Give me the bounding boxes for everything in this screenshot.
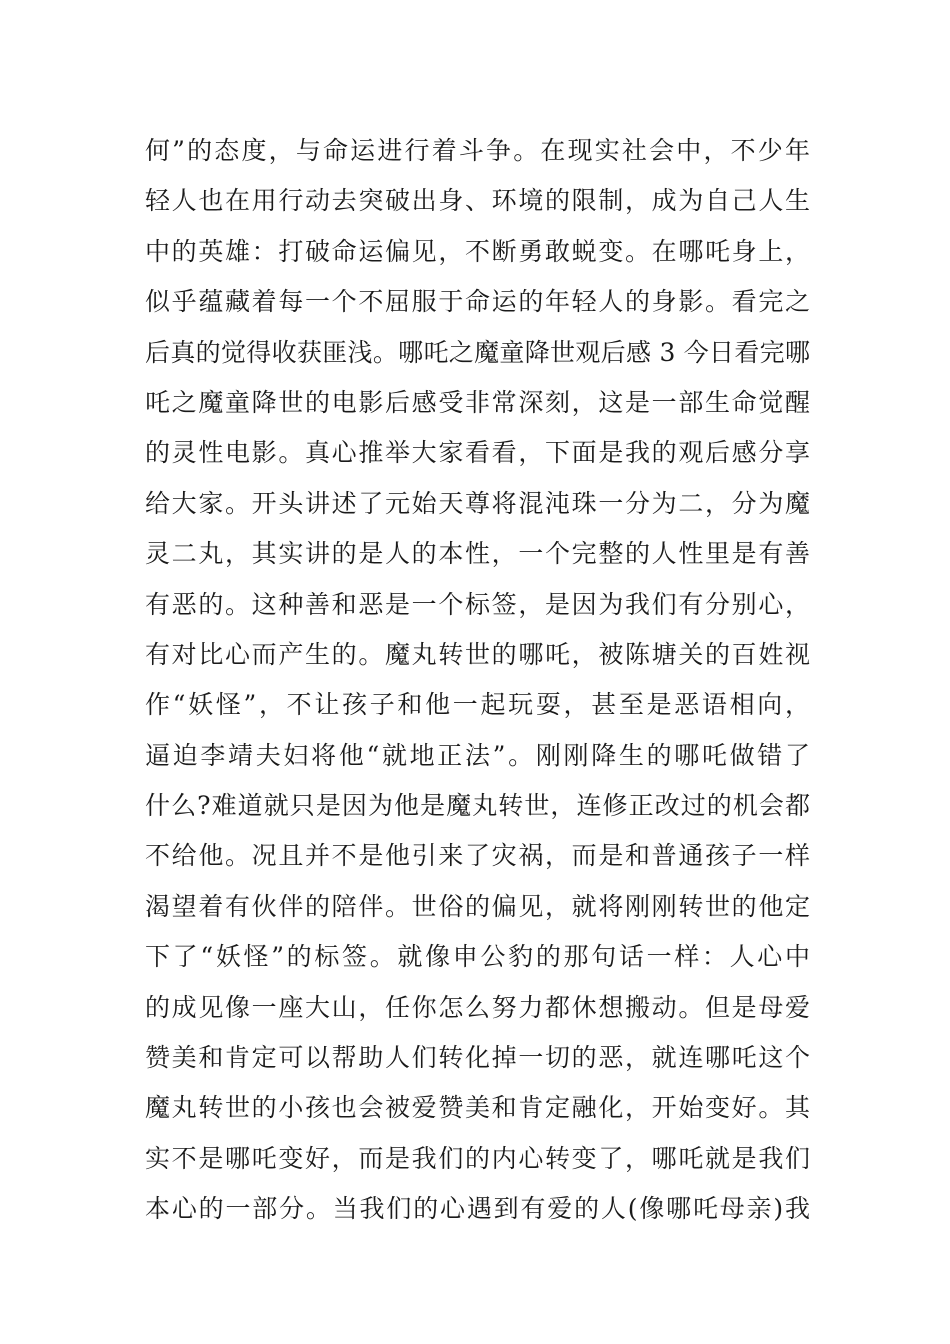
text-line: 赞美和肯定可以帮助人们转化掉一切的恶，就连哪吒这个 bbox=[145, 1043, 810, 1073]
text-line: 给大家。开头讲述了元始天尊将混沌珠一分为二，分为魔 bbox=[145, 488, 810, 518]
text-line: 的成见像一座大山，任你怎么努力都休想搬动。但是母爱 bbox=[145, 992, 810, 1022]
text-line: 有恶的。这种善和恶是一个标签，是因为我们有分别心， bbox=[145, 589, 810, 619]
text-line: 何”的态度，与命运进行着斗争。在现实社会中，不少年 bbox=[145, 136, 810, 165]
text-line: 轻人也在用行动去突破出身、环境的限制，成为自己人生 bbox=[145, 186, 810, 216]
text-line: 有对比心而产生的。魔丸转世的哪吒，被陈塘关的百姓视 bbox=[145, 639, 810, 669]
text-line: 似乎蕴藏着每一个不屈服于命运的年轻人的身影。看完之 bbox=[145, 287, 810, 317]
text-line: 本心的一部分。当我们的心遇到有爱的人(像哪吒母亲)我 bbox=[145, 1194, 810, 1224]
text-line: 实不是哪吒变好，而是我们的内心转变了，哪吒就是我们 bbox=[145, 1143, 810, 1173]
text-line: 下了“妖怪”的标签。就像申公豹的那句话一样：人心中 bbox=[145, 942, 810, 972]
text-line: 什么?难道就只是因为他是魔丸转世，连修正改过的机会都 bbox=[145, 791, 810, 821]
text-line: 后真的觉得收获匪浅。哪吒之魔童降世观后感 3 今日看完哪 bbox=[145, 337, 810, 367]
text-line: 中的英雄：打破命运偏见，不断勇敢蜕变。在哪吒身上， bbox=[145, 236, 810, 266]
text-line: 魔丸转世的小孩也会被爱赞美和肯定融化，开始变好。其 bbox=[145, 1093, 810, 1123]
text-line: 吒之魔童降世的电影后感受非常深刻，这是一部生命觉醒 bbox=[145, 387, 810, 417]
body-text bbox=[145, 126, 810, 1235]
text-line: 逼迫李靖夫妇将他“就地正法”。刚刚降生的哪吒做错了 bbox=[145, 740, 810, 770]
text-line: 渴望着有伙伴的陪伴。世俗的偏见，就将刚刚转世的他定 bbox=[145, 891, 810, 921]
text-line: 作“妖怪”，不让孩子和他一起玩耍，甚至是恶语相向， bbox=[145, 690, 810, 720]
text-line: 灵二丸，其实讲的是人的本性，一个完整的人性里是有善 bbox=[145, 539, 810, 569]
text-line: 不给他。况且并不是他引来了灾祸，而是和普通孩子一样 bbox=[145, 841, 810, 871]
text-line: 的灵性电影。真心推举大家看看，下面是我的观后感分享 bbox=[145, 438, 810, 468]
